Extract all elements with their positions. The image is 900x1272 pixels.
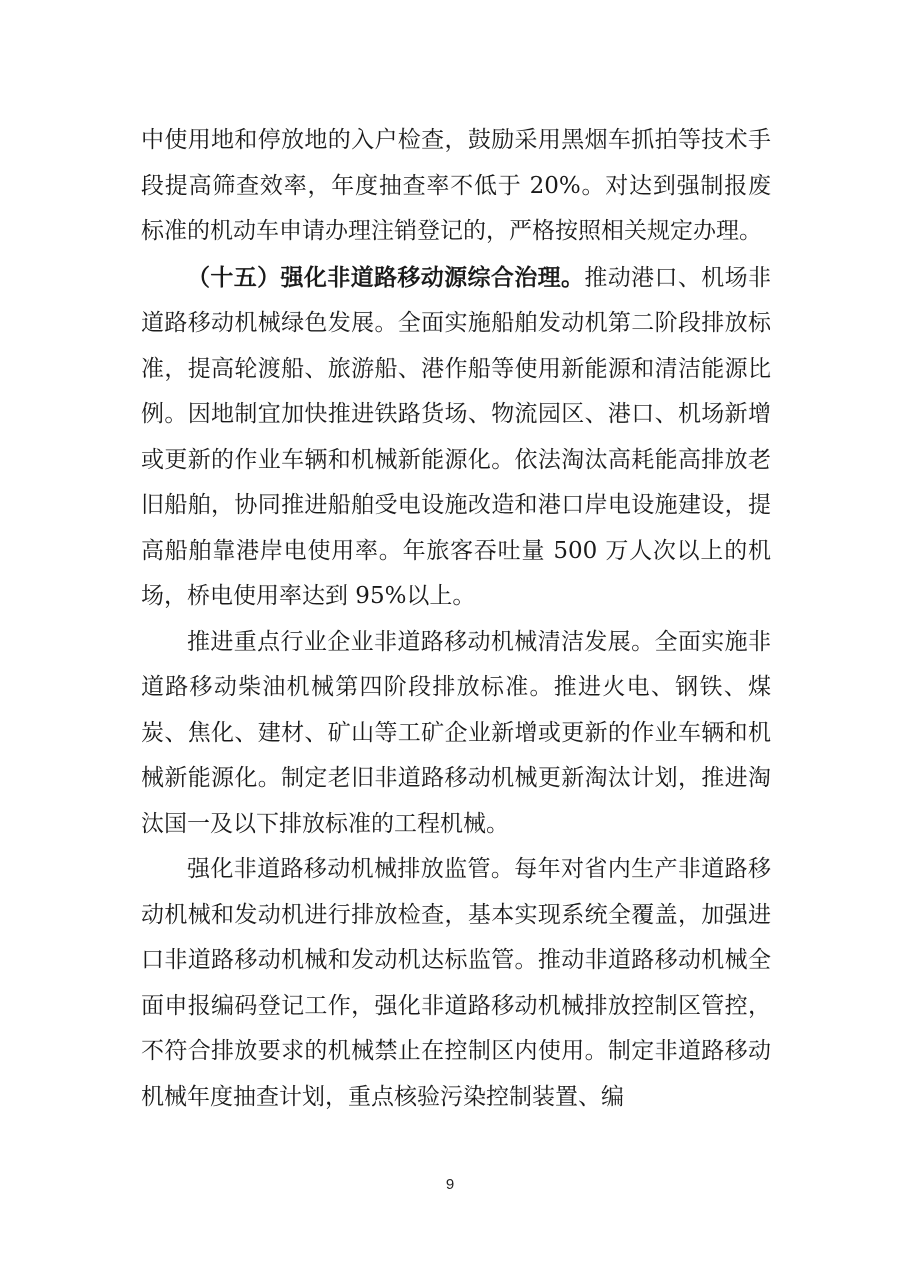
page-number: 9 [445,1176,455,1193]
section-heading: （十五）强化非道路移动源综合治理。 [187,263,585,291]
paragraph-industry-machinery [141,620,771,848]
paragraph-text: 推动港口、机场非道路移动机械绿色发展。全面实施船舶发动机第二阶段排放标准，提高轮渡船、旅游船、港作船等使用新能源和清洁能源比例。因地制宜加快推进铁路货场、物流园区、港口、机场新增或更新的作业车辆和机械新能源化。依法淘汰高耗能高排放老旧船舶，协同推进船舶受电设施改造和港口岸电设施建设，提高船舶靠港岸电使用率。年旅客吞吐量 500 万人次以上的机场，桥电使用率达到 95%以上。 [141,264,771,609]
paragraph-section-15 [141,255,771,620]
paragraph-emission-supervision [141,847,771,1120]
paragraph-text: 强化非道路移动机械排放监管。每年对省内生产非道路移动机械和发动机进行排放检查，基本实现系统全覆盖，加强进口非道路移动机械和发动机达标监管。推动非道路移动机械全面申报编码登记工作，强化非道路移动机械排放控制区管控，不符合排放要求的机械禁止在控制区内使用。制定非道路移动机械年度抽查计划，重点核验污染控制装置、编 [141,856,771,1110]
paragraph-continued [141,118,771,255]
paragraph-text: 中使用地和停放地的入户检查，鼓励采用黑烟车抓拍等技术手段提高筛查效率，年度抽查率不低于 20%。对达到强制报废标准的机动车申请办理注销登记的，严格按照相关规定办理。 [141,127,771,244]
paragraph-text: 推进重点行业企业非道路移动机械清洁发展。全面实施非道路移动柴油机械第四阶段排放标准。推进火电、钢铁、煤炭、焦化、建材、矿山等工矿企业新增或更新的作业车辆和机械新能源化。制定老旧非道路移动机械更新淘汰计划，推进淘汰国一及以下排放标准的工程机械。 [141,628,771,837]
body-text [141,118,771,1120]
